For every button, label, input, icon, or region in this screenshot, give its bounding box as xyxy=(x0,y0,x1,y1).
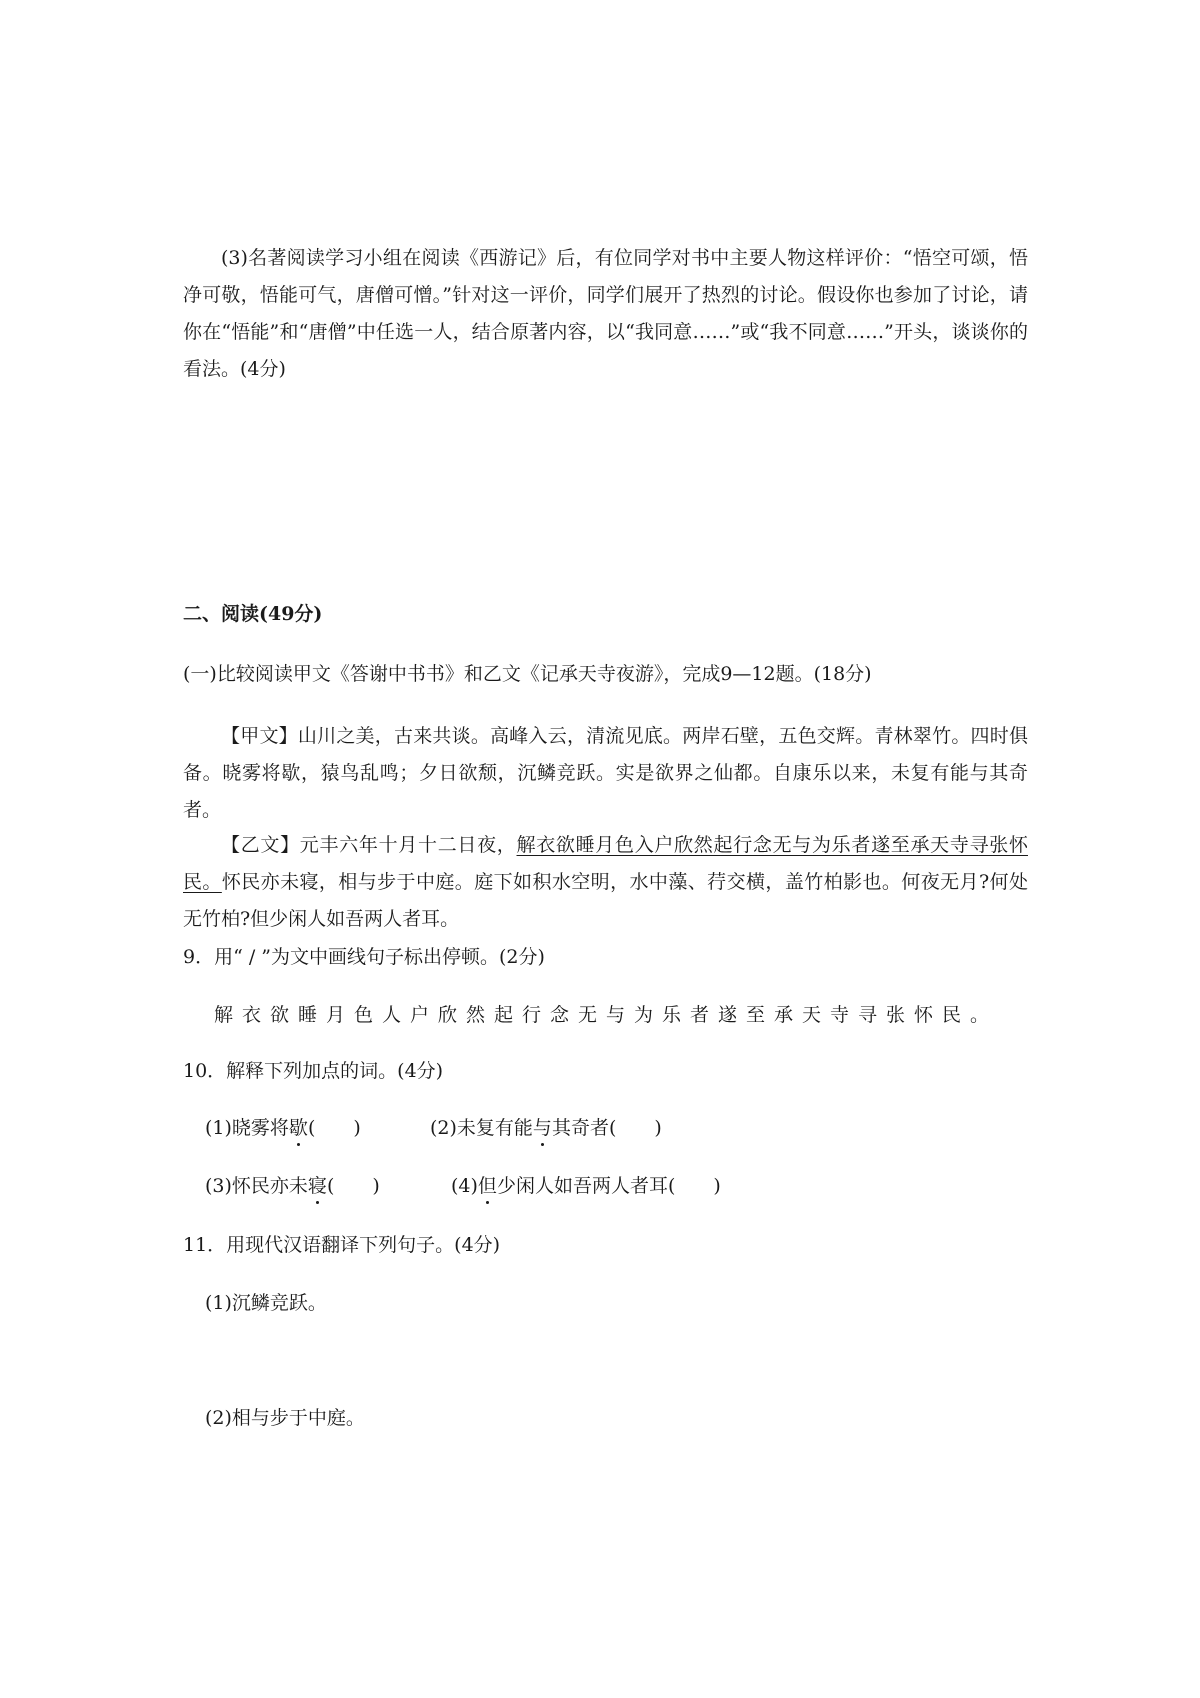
part-1-intro: (一)比较阅读甲文《答谢中书书》和乙文《记承天寺夜游》，完成9—12题。(18分) xyxy=(183,663,872,685)
question-10-item-4 xyxy=(451,1173,721,1199)
item-2-blank: 其奇者( ) xyxy=(551,1117,662,1139)
question-9-sentence: 解衣欲睡月色人户欣然起行念无与为乐者遂至承天寺寻张怀民。 xyxy=(214,1004,999,1026)
jiawen-passage xyxy=(183,718,1028,829)
question-10-prompt: 10．解释下列加点的词。(4分) xyxy=(183,1060,444,1082)
item-3-pre: (3)怀民亦未 xyxy=(205,1175,308,1197)
question-11-item-1: (1)沉鳞竞跃。 xyxy=(205,1292,327,1314)
yiwen-text-before: 元丰六年十月十二日夜， xyxy=(299,834,517,856)
question-11-item-2: (2)相与步于中庭。 xyxy=(205,1407,365,1429)
question-10-item-2 xyxy=(430,1115,662,1141)
section-heading: 二、阅读(49分) xyxy=(183,603,323,625)
question-10-item-3 xyxy=(205,1173,380,1199)
jiawen-text: 山川之美，古来共谈。高峰入云，清流见底。两岸石壁，五色交辉。青林翠竹。四时俱备。晓雾将歇，猿鸟乱鸣；夕日欲颓，沉鳞竞跃。实是欲界之仙都。自康乐以来，未复有能与其奇者。 xyxy=(183,725,1028,821)
question-3-text xyxy=(183,240,1028,388)
item-3-dotted-word: 寝 xyxy=(307,1175,327,1197)
yiwen-passage xyxy=(183,827,1028,938)
item-4-blank: 少闲人如吾两人者耳( ) xyxy=(496,1175,721,1197)
item-3-blank: ( ) xyxy=(326,1175,380,1197)
yiwen-label: 【乙文】 xyxy=(221,834,300,856)
item-1-blank: ( ) xyxy=(307,1117,361,1139)
question-3-body: (3)名著阅读学习小组在阅读《西游记》后，有位同学对书中主要人物这样评价：“悟空可颂，悟净可敬，悟能可气，唐僧可憎。”针对这一评价，同学们展开了热烈的讨论。假设你也参加了讨论，请你在“悟能”和“唐僧”中任选一人，结合原著内容，以“我同意……”或“我不同意……”开头，谈谈你的看法。(4分) xyxy=(183,247,1028,380)
item-4-pre: (4) xyxy=(451,1175,478,1197)
jiawen-label: 【甲文】 xyxy=(221,725,298,747)
item-1-dotted-word: 歇 xyxy=(288,1117,308,1139)
item-4-dotted-word: 但 xyxy=(477,1175,497,1197)
item-2-dotted-word: 与 xyxy=(532,1117,552,1139)
yiwen-text-after: 怀民亦未寝，相与步于中庭。庭下如积水空明，水中藻、荇交横，盖竹柏影也。何夜无月?何处无竹柏?但少闲人如吾两人者耳。 xyxy=(183,871,1028,930)
question-10-item-1 xyxy=(205,1115,361,1141)
question-11-prompt: 11．用现代汉语翻译下列句子。(4分) xyxy=(183,1234,501,1256)
item-2-pre: (2)未复有能 xyxy=(430,1117,533,1139)
question-9-prompt: 9．用“ / ”为文中画线句子标出停顿。(2分) xyxy=(183,946,545,968)
item-1-pre: (1)晓雾将 xyxy=(205,1117,289,1139)
yiwen-underlined-sentence: 解衣欲睡月色入户欣然起行念无与为乐者遂至承天寺寻张怀民。 xyxy=(183,834,1028,893)
